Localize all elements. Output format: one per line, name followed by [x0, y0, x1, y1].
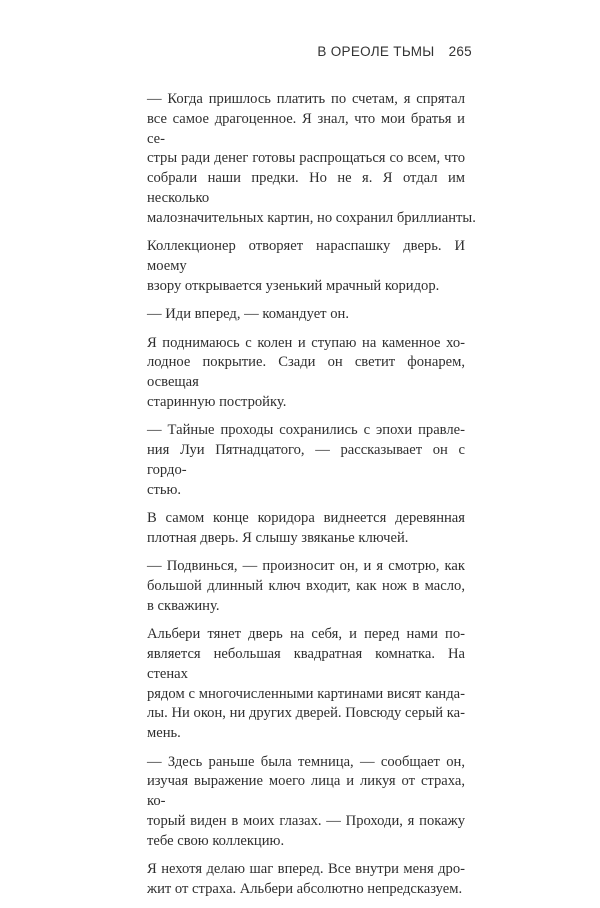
paragraph — [147, 90, 476, 229]
text-line: в скважину. — [147, 597, 220, 614]
text-line: изучая выражение моего лица и ликуя от страха, ко- — [147, 773, 465, 810]
text-line: старинную постройку. — [147, 393, 287, 410]
chapter-title: В ОРЕОЛЕ ТЬМЫ — [317, 44, 435, 59]
paragraph — [147, 421, 465, 500]
body-text — [147, 90, 476, 908]
text-line: Коллекционер отворяет нараспашку дверь. И моему — [147, 238, 465, 274]
running-header — [317, 44, 472, 59]
text-line: лодное покрытие. Сзади он светит фонарем, освещая — [147, 354, 465, 391]
page-number: 265 — [448, 44, 472, 59]
text-line: — Подвинься, — произносит он, и я смотрю, как — [147, 558, 465, 575]
text-line: мень. — [147, 725, 181, 742]
text-line: Я поднимаюсь с колен и ступаю на каменное хо- — [147, 334, 465, 351]
paragraph — [147, 305, 465, 325]
text-line: жит от страха. Альбери абсолютно непредсказуем. — [147, 881, 463, 898]
paragraph — [147, 753, 465, 852]
text-line: малозначительных картин, но сохранил бриллианты. — [147, 209, 476, 226]
paragraph — [147, 860, 465, 900]
paragraph — [147, 334, 465, 413]
text-line: собрали наши предки. Но не я. Я отдал им несколько — [147, 170, 465, 206]
text-line: тебе свою коллекцию. — [147, 832, 285, 849]
text-line: Альбери тянет дверь на себя, и перед нами по- — [147, 626, 465, 643]
text-line: все самое драгоценное. Я знал, что мои братья и се- — [147, 110, 465, 147]
text-line: большой длинный ключ входит, как нож в масло, — [147, 578, 465, 595]
text-line: В самом конце коридора виднеется деревянная — [147, 510, 465, 527]
text-line: взору открывается узенький мрачный коридор. — [147, 277, 440, 294]
paragraph — [147, 557, 465, 616]
text-line: — Тайные проходы сохранились с эпохи правле- — [147, 422, 465, 439]
text-line: — Когда пришлось платить по счетам, я спрятал — [147, 91, 465, 107]
paragraph — [147, 625, 465, 744]
text-line: стры ради денег готовы распрощаться со всем, что — [147, 150, 465, 167]
paragraph — [147, 509, 465, 549]
text-line: является небольшая квадратная комнатка. На стенах — [147, 646, 465, 682]
text-line: — Иди вперед, — командует он. — [147, 306, 349, 323]
text-line: лы. Ни окон, ни других дверей. Повсюду серый ка- — [147, 705, 465, 722]
text-line: стью. — [147, 481, 182, 498]
text-line: Я нехотя делаю шаг вперед. Все внутри меня дро- — [147, 861, 465, 878]
paragraph — [147, 237, 465, 296]
text-line: плотная дверь. Я слышу звяканье ключей. — [147, 529, 409, 546]
text-line: ния Луи Пятнадцатого, — рассказывает он с гордо- — [147, 442, 465, 478]
text-line: рядом с многочисленными картинами висят канда- — [147, 685, 465, 702]
text-line: — Здесь раньше была темница, — сообщает он, — [147, 753, 465, 770]
text-line: торый виден в моих глазах. — Проходи, я покажу — [147, 813, 465, 830]
